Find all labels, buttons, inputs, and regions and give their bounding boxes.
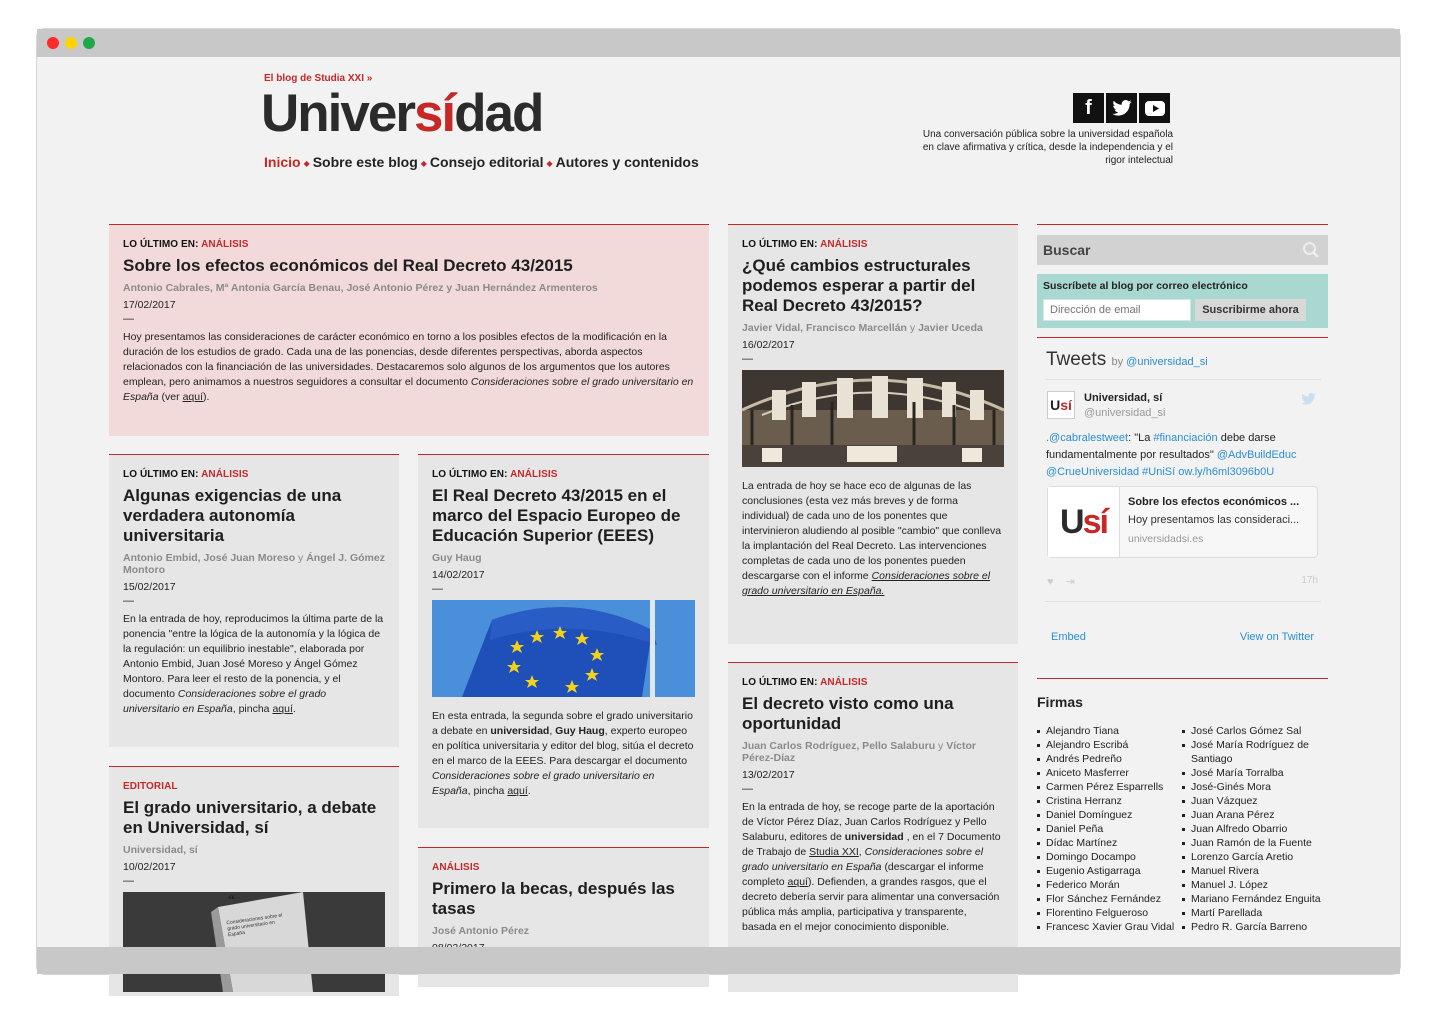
post-date: 17/02/2017 [123, 299, 176, 311]
author-link[interactable]: Javier Uceda [918, 322, 983, 334]
post-authors[interactable]: José Antonio Pérez [432, 925, 530, 937]
post-card-exigencias [109, 454, 399, 747]
link-card-description: Hoy presentamos las consideraci... [1128, 514, 1300, 526]
nav-item-autores[interactable]: Autores y contenidos [555, 154, 699, 170]
divider [1045, 379, 1321, 380]
post-excerpt [123, 330, 695, 405]
firma-item[interactable]: Carmen Pérez Esparrells [1037, 780, 1175, 794]
close-window-button[interactable] [47, 37, 59, 49]
post-excerpt [432, 709, 695, 799]
link-card-thumbnail: U sí [1048, 487, 1120, 557]
author-link[interactable]: Víctor Pérez-Díaz [742, 740, 976, 764]
post-title[interactable]: El Real Decreto 43/2015 en el marco del Espacio Europeo de Educación Superior (EEES) [432, 486, 681, 545]
subscribe-box [1037, 274, 1328, 328]
divider [1045, 601, 1321, 602]
firma-item[interactable]: Aniceto Masferrer [1037, 766, 1175, 780]
post-authors [742, 740, 1004, 764]
social-links [1073, 93, 1170, 123]
separator-dash: — [742, 783, 753, 795]
firma-item[interactable]: Mariano Fernández Enguita [1182, 892, 1322, 906]
post-card-oportunidad [728, 662, 1018, 992]
browser-window [37, 29, 1400, 974]
firmas-list-col2 [1182, 724, 1322, 934]
email-input[interactable] [1043, 299, 1191, 321]
firma-item[interactable]: Cristina Herranz [1037, 794, 1175, 808]
tweets-by: by [1111, 356, 1124, 368]
author-separator: y [938, 740, 944, 752]
tweet-text-part: : "La [1128, 432, 1151, 444]
sidebar-divider [1037, 337, 1328, 338]
share-icon[interactable]: ⇥ [1065, 576, 1075, 588]
excerpt-link[interactable]: aquí [507, 785, 528, 797]
excerpt-text: , pincha [232, 703, 270, 715]
author-link[interactable]: Javier Vidal, Francisco Marcellán [742, 322, 907, 334]
post-title[interactable]: Primero la becas, después las tasas [432, 879, 675, 918]
firmas-list-col1 [1037, 724, 1175, 934]
site-tagline: Una conversación pública sobre la universidad española en clave afirmativa y crítica, desde la independencia y el rigor intelectual [922, 129, 1173, 166]
firma-item[interactable]: Flor Sánchez Fernández [1037, 892, 1175, 906]
post-category-label [123, 469, 385, 480]
excerpt-text: , experto europeo en política universitaria y editor del blog, sitúa el decreto en el marco de la EEES. Para descargar el documento [432, 725, 694, 767]
tweet-text [1046, 430, 1316, 481]
label-prefix: LO ÚLTIMO EN: [742, 239, 818, 250]
post-date: 10/02/2017 [123, 861, 176, 873]
subscribe-label: Suscríbete al blog por correo electrónico [1043, 280, 1248, 292]
excerpt-text: . [292, 703, 296, 715]
post-category-label [432, 469, 695, 480]
document-title: Consideraciones sobre el grado universitario en España [123, 688, 327, 715]
post-category-label [123, 239, 695, 250]
separator-dash: — [432, 583, 443, 595]
tweet-link-card[interactable] [1047, 486, 1318, 558]
logo-text-3: dad [454, 84, 543, 143]
post-image-book[interactable] [123, 892, 385, 992]
twitter-handle-link[interactable]: @universidad_si [1126, 356, 1208, 368]
link-card-title: Sobre los efectos económicos ... [1128, 496, 1300, 508]
post-image-station[interactable] [742, 370, 1004, 467]
tweet-text-part: debe darse fundamentalmente por resultados" [1046, 432, 1276, 461]
label-prefix: LO ÚLTIMO EN: [432, 469, 508, 480]
post-title[interactable]: ¿Qué cambios estructurales podemos esperar a partir del Real Decreto 43/2015? [742, 256, 976, 315]
facebook-icon[interactable]: f [1073, 93, 1104, 123]
separator-dash: — [123, 313, 134, 325]
category-link[interactable]: ANÁLISIS [510, 469, 558, 480]
post-authors[interactable]: Antonio Cabrales, Mª Antonia García Benau, José Antonio Pérez y Juan Hernández Armenteros [123, 282, 598, 294]
firma-item[interactable]: Federico Morán [1037, 878, 1175, 892]
excerpt-link[interactable]: aquí [787, 876, 808, 888]
avatar[interactable]: U sí [1047, 391, 1075, 419]
separator-dash: — [123, 875, 134, 887]
tweet-actions [1047, 575, 1075, 588]
excerpt-text: , [549, 725, 553, 737]
firma-item[interactable]: Daniel Peña [1037, 822, 1175, 836]
tweets-header [1046, 349, 1208, 371]
window-titlebar [37, 29, 1400, 57]
category-link[interactable]: ANÁLISIS [201, 469, 249, 480]
post-authors[interactable]: Guy Haug [432, 552, 482, 564]
post-date: 16/02/2017 [742, 339, 795, 351]
label-prefix: LO ÚLTIMO EN: [742, 677, 818, 688]
twitter-bird-icon [1301, 393, 1316, 405]
firma-item[interactable]: Alejandro Tiana [1037, 724, 1175, 738]
author-link[interactable]: Antonio Embid, José Juan Moreso [123, 552, 296, 564]
embed-link[interactable]: Embed [1051, 631, 1086, 643]
firma-item[interactable]: Manuel Rivera [1182, 864, 1322, 878]
search-icon[interactable] [1302, 241, 1320, 259]
excerpt-text: , pincha [467, 785, 505, 797]
post-category-label[interactable]: ANÁLISIS [432, 862, 480, 873]
nav-item-sobre[interactable]: Sobre este blog [312, 154, 418, 170]
svg-text:“: “ [228, 893, 235, 908]
excerpt-text: (ver [161, 391, 180, 403]
search-box[interactable] [1037, 235, 1328, 265]
post-excerpt [123, 612, 385, 717]
firma-item[interactable]: Dídac Martínez [1037, 836, 1175, 850]
twitter-timeline [1037, 339, 1328, 661]
featured-post-card [109, 224, 709, 436]
author-link[interactable]: Juan Carlos Rodríguez, Pello Salaburu [742, 740, 936, 752]
tweet-links[interactable]: @AdvBuildEduc @CrueUniversidad #UniSí ow.ly/h6ml3096b0U [1046, 449, 1297, 478]
nav-item-consejo[interactable]: Consejo editorial [429, 154, 544, 170]
document-title: Consideraciones sobre el grado universitario en España [123, 376, 694, 403]
youtube-icon[interactable] [1139, 93, 1170, 123]
sidebar-divider [1037, 224, 1328, 225]
label-prefix: LO ÚLTIMO EN: [123, 469, 199, 480]
excerpt-link[interactable]: aquí [182, 391, 203, 403]
blog-kicker-link[interactable]: El blog de Studia XXI » [264, 73, 373, 84]
author-separator: y [298, 552, 304, 564]
firma-item[interactable]: Florentino Felgueroso [1037, 906, 1175, 920]
category-link[interactable]: ANÁLISIS [820, 239, 868, 250]
twitter-icon[interactable] [1106, 93, 1137, 123]
firma-item[interactable]: Juan Alfredo Obarrio [1182, 822, 1322, 836]
page-content [37, 57, 1400, 947]
excerpt-text: La entrada de hoy se hace eco de algunas de las conclusiones (esta vez más breves y de forma individual) de cada uno de los ponentes que intervinieron aludiendo al posible "cambio" que conlleva la implantación del Real Decreto. Las intervenciones completas de cada uno de los ponentes pueden descargarse con el informe [742, 480, 1002, 582]
excerpt-bold: universidad [844, 831, 904, 843]
studia-link[interactable]: Studia XXI [809, 846, 859, 858]
firma-item[interactable]: José-Ginés Mora [1182, 780, 1322, 794]
document-title: Consideraciones sobre el grado universitario en España [742, 846, 984, 873]
nav-item-inicio[interactable]: Inicio [264, 154, 301, 170]
post-title[interactable]: Algunas exigencias de una verdadera autonomía universitaria [123, 486, 342, 545]
excerpt-text: , [858, 846, 862, 858]
firma-item[interactable]: Lorenzo García Aretio [1182, 850, 1322, 864]
post-title[interactable]: El grado universitario, a debate en Universidad, sí [123, 798, 377, 837]
post-category-label[interactable]: EDITORIAL [123, 781, 178, 792]
excerpt-link[interactable]: aquí [272, 703, 293, 715]
firma-item[interactable]: Juan Ramón de la Fuente [1182, 836, 1322, 850]
nav-separator: ◆ [546, 158, 553, 168]
firma-item[interactable]: Manuel J. López [1182, 878, 1322, 892]
firma-item[interactable]: Daniel Domínguez [1037, 808, 1175, 822]
sidebar-divider [1037, 678, 1328, 679]
firma-item[interactable]: José María Rodríguez de Santiago [1182, 738, 1322, 766]
tweet-time[interactable]: 17h [1301, 575, 1318, 586]
separator-dash: — [742, 353, 753, 365]
logo-text-2: sí [413, 84, 455, 143]
post-card-cambios [728, 224, 1018, 644]
excerpt-text: Hoy presentamos las consideraciones de carácter económico en torno a los posibles efectos de la modificación en la duración de los estudios de grado. Cada una de las ponencias, desde diferentes perspectivas, aborda aspectos relacionados con la financiación de las universidades. Destacaremos solo algunos de los argumentos que los autores emplean, pero animamos a nuestros seguidores a consultar el documento [123, 331, 670, 388]
post-card-eees [418, 454, 709, 828]
nav-separator: ◆ [420, 158, 427, 168]
post-category-label [742, 239, 1004, 250]
excerpt-bold: universidad [490, 725, 550, 737]
firmas-title: Firmas [1037, 694, 1083, 710]
tweet-account-handle[interactable]: @universidad_si [1084, 407, 1166, 419]
document-title: Consideraciones sobre el grado universitario en España [432, 770, 655, 797]
search-label: Buscar [1043, 242, 1091, 258]
excerpt-text: , en el 7 Documento de Trabajo de [742, 831, 1001, 858]
site-logo[interactable] [261, 84, 543, 143]
post-date: 14/02/2017 [432, 569, 485, 581]
like-icon[interactable]: ♥ [1047, 576, 1054, 588]
category-link[interactable]: ANÁLISIS [201, 239, 249, 250]
firma-item[interactable]: Francesc Xavier Grau Vidal [1037, 920, 1175, 934]
excerpt-text: . [527, 785, 531, 797]
subscribe-button[interactable]: Suscribirme ahora [1195, 299, 1306, 321]
excerpt-text: En la entrada de hoy, reproducimos la última parte de la ponencia "entre la lógica de la autonomía y la lógica de la regulación: un equilibrio inestable", elaborada por Antonio Embid, Juan José Moreso y Ángel Gómez Montoro. Para leer el resto de la ponencia, y el documento [123, 613, 384, 700]
label-prefix: LO ÚLTIMO EN: [123, 239, 199, 250]
firma-item[interactable]: Juan Arana Pérez [1182, 808, 1322, 822]
nav-separator: ◆ [303, 158, 310, 168]
post-authors [123, 552, 385, 576]
author-separator: y [909, 322, 916, 334]
firma-item[interactable]: José Carlos Gómez Sal [1182, 724, 1322, 738]
excerpt-text: ). Defienden, a grandes rasgos, que el decreto debería servir para alimentar una conversación pública más amplia, participativa y transparente, basada en el mejor conocimiento disponible. [742, 876, 1000, 933]
firma-item[interactable]: José María Torralba [1182, 766, 1322, 780]
post-title[interactable]: Sobre los efectos económicos del Real Decreto 43/2015 [123, 256, 573, 275]
tweet-account-name[interactable]: Universidad, sí [1084, 392, 1163, 404]
separator-dash: — [123, 595, 134, 607]
book-cover-text: Consideraciones sobre el grado universitario en España [226, 912, 283, 939]
post-title[interactable]: El decreto visto como una oportunidad [742, 694, 954, 733]
firma-item[interactable]: Martí Parellada [1182, 906, 1322, 920]
post-date: 15/02/2017 [123, 581, 176, 593]
firma-item[interactable]: Juan Vázquez [1182, 794, 1322, 808]
post-authors [742, 322, 1004, 334]
document-link[interactable]: Consideraciones sobre el grado universitario en España. [742, 570, 991, 597]
firma-item[interactable]: Pedro R. García Barreno [1182, 920, 1322, 934]
excerpt-text: ). [203, 391, 210, 403]
firma-item[interactable]: Domingo Docampo [1037, 850, 1175, 864]
logo-text-1: Univer [261, 84, 414, 143]
category-link[interactable]: ANÁLISIS [820, 677, 868, 688]
excerpt-text: En la entrada de hoy, se recoge parte de la aportación de Víctor Pérez Díaz, Juan Carlos Rodríguez y Pello Salaburu, editores de [742, 801, 995, 843]
view-on-twitter-link[interactable]: View on Twitter [1239, 631, 1314, 643]
hashtag-link[interactable]: #financiación [1153, 432, 1218, 444]
excerpt-text: En esta entrada, la segunda sobre el grado universitario a debate en [432, 710, 693, 737]
minimize-window-button[interactable] [65, 37, 77, 49]
maximize-window-button[interactable] [83, 37, 95, 49]
main-nav [264, 154, 699, 170]
firma-item[interactable]: Andrés Pedreño [1037, 752, 1175, 766]
excerpt-bold: Guy Haug [555, 725, 605, 737]
post-image-eu-flag[interactable] [432, 600, 695, 697]
post-category-label [742, 677, 1004, 688]
post-excerpt [742, 479, 1004, 599]
mention-link[interactable]: .@cabralestweet [1046, 432, 1129, 444]
firma-item[interactable]: Eugenio Astigarraga [1037, 864, 1175, 878]
tweets-title: Tweets [1046, 349, 1107, 370]
author-link[interactable]: Ángel J. Gómez Montoro [123, 552, 385, 576]
post-excerpt [742, 800, 1004, 935]
link-card-domain: universidadsi.es [1128, 533, 1204, 545]
excerpt-text: (descargar el informe completo [742, 861, 984, 888]
firma-item[interactable]: Alejandro Escribá [1037, 738, 1175, 752]
post-date: 13/02/2017 [742, 769, 795, 781]
post-authors[interactable]: Universidad, sí [123, 844, 198, 856]
window-footer [37, 947, 1400, 974]
